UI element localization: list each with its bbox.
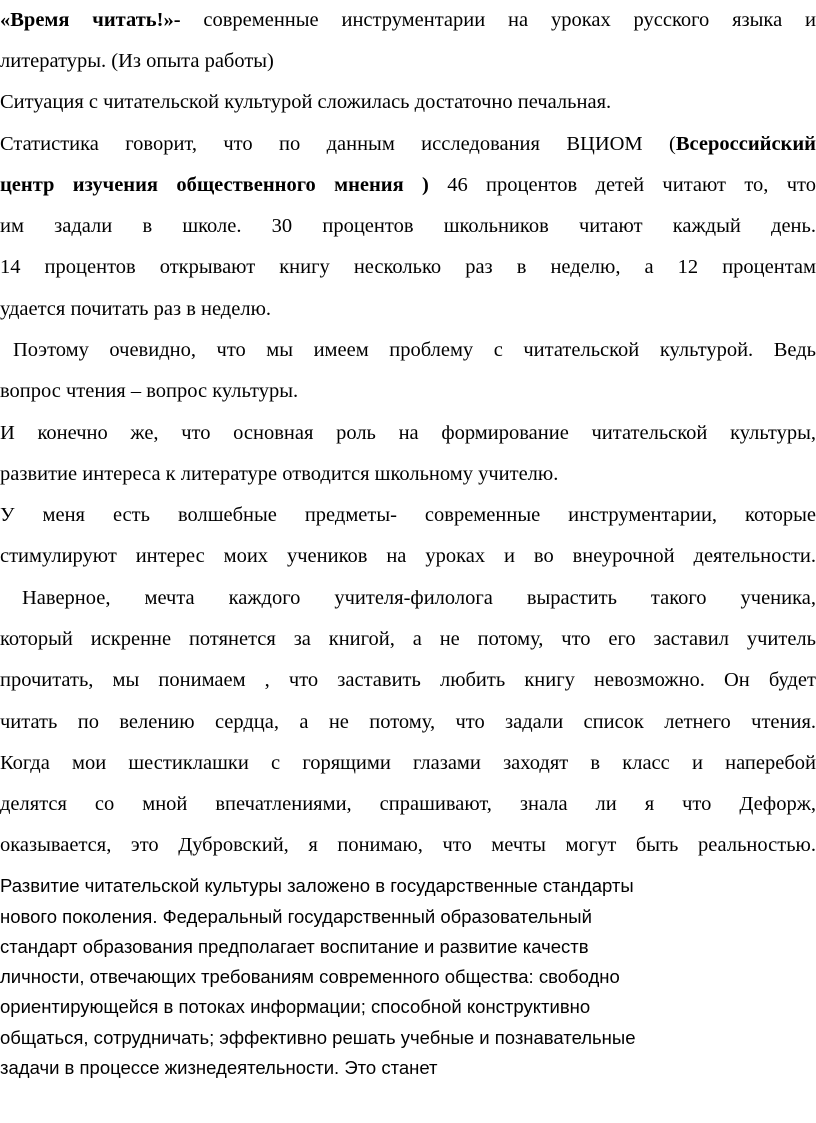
text-line-21 [0,825,816,866]
text-segment: прочитать, мы понимаем , что заставить любить книгу невозможно. Он будет [0,669,816,691]
text-line-2 [0,41,816,82]
text-segment: 46 процентов детей читают то, что [428,174,816,196]
text-line-27 [0,1023,816,1053]
text-line-28 [0,1053,816,1083]
text-line-4 [0,124,816,165]
text-segment: оказывается, это Дубровский, я понимаю, что мечты могут быть реальностью. [0,834,816,856]
bold-segment: центр изучения общественного мнения ) [0,174,429,196]
text-line-17 [0,660,816,701]
text-segment: Наверное, мечта каждого учителя-филолога вырастить такого ученика, [22,587,816,609]
text-line-13 [0,495,816,536]
text-segment: делятся со мной впечатлениями, спрашивают, знала ли я что Дефорж, [0,793,816,815]
text-segment: вопрос чтения – вопрос культуры. [0,380,299,402]
text-line-6 [0,206,816,247]
text-segment: современные инструментарии на уроках русского языка и [180,9,816,31]
text-line-26 [0,992,816,1022]
text-segment: литературы. (Из опыта работы) [0,50,274,72]
text-segment: задачи в процессе жизнедеятельности. Это станет [0,1057,438,1078]
text-line-22 [0,871,816,901]
text-segment: 14 процентов открывают книгу несколько раз в неделю, а 12 процентам [0,256,816,278]
text-line-8 [0,289,816,330]
text-line-18 [0,702,816,743]
text-line-9 [13,330,816,371]
text-line-15 [22,578,816,619]
text-line-24 [0,932,816,962]
text-segment: ориентирующейся в потоках информации; способной конструктивно [0,996,591,1017]
text-segment: личности, отвечающих требованиям современного общества: свободно [0,966,620,987]
text-segment: Поэтому очевидно, что мы имеем проблему с читательской культурой. Ведь [13,339,816,361]
text-segment: У меня есть волшебные предметы- современные инструментарии, которые [0,504,816,526]
text-line-3 [0,82,816,123]
text-segment: стимулируют интерес моих учеников на уроках и во внеурочной деятельности. [0,545,816,567]
text-segment: который искренне потянется за книгой, а не потому, что его заставил учитель [0,628,816,650]
text-line-16 [0,619,816,660]
text-segment: удается почитать раз в неделю. [0,298,272,320]
text-line-12 [0,454,816,495]
text-segment: общаться, сотрудничать; эффективно решать учебные и познавательные [0,1027,636,1048]
text-line-19 [0,743,816,784]
text-segment: стандарт образования предполагает воспитание и развитие качеств [0,936,589,957]
text-line-7 [0,247,816,288]
text-line-5 [0,165,816,206]
text-segment: им задали в школе. 30 процентов школьников читают каждый день. [0,215,816,237]
bold-segment: Всероссийский [675,133,816,155]
text-line-14 [0,536,816,577]
text-line-23 [0,902,816,932]
text-line-1 [0,0,816,41]
text-segment: И конечно же, что основная роль на формирование читательской культуры, [0,422,816,444]
text-segment: читать по велению сердца, а не потому, что задали список летнего чтения. [0,711,816,733]
text-segment: Ситуация с читательской культурой сложилась достаточно печальная. [0,91,612,113]
text-segment: Развитие читательской культуры заложено в государственные стандарты [0,875,634,896]
text-segment: нового поколения. Федеральный государственный образовательный [0,906,592,927]
text-segment: Статистика говорит, что по данным исследования ВЦИОМ ( [0,133,676,155]
text-segment: развитие интереса к литературе отводится школьному учителю. [0,463,559,485]
article-title: «Время читать!»- [0,9,181,31]
text-line-10 [0,371,816,412]
text-line-25 [0,962,816,992]
text-segment: Когда мои шестиклашки с горящими глазами заходят в класс и наперебой [0,752,816,774]
text-line-20 [0,784,816,825]
text-line-11 [0,413,816,454]
